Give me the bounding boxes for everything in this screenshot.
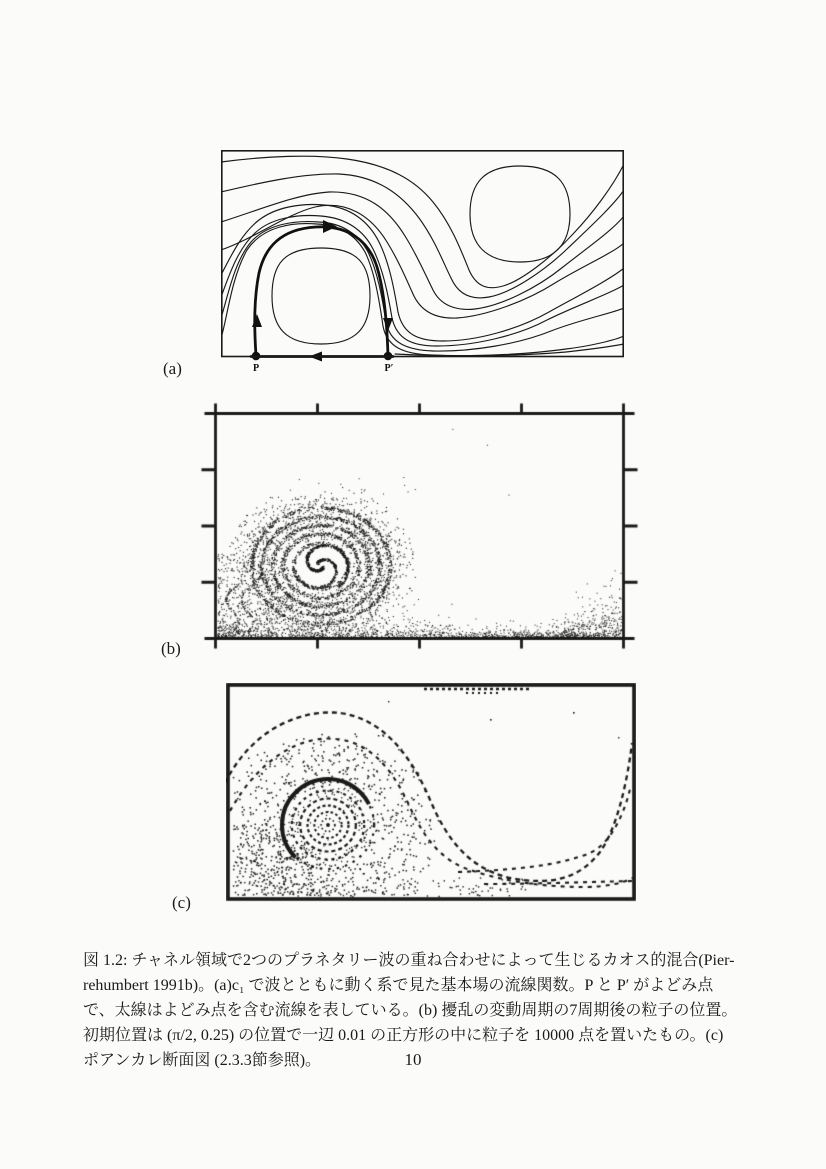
caption-line: 図 1.2: チャネル領域で2つのプラネタリー波の重ね合わせによって生じるカオス的混合(Pier- (83, 952, 735, 969)
arrow-right-icon (323, 220, 337, 233)
panel-b-scatter-canvas (197, 395, 642, 656)
caption-line: で、太線はよどみ点を含む流線を表している。(b) 擾乱の変動周期の7周期後の粒子の位置。 (83, 1002, 738, 1019)
right-cell-contour (470, 166, 570, 262)
streamlines (221, 156, 624, 356)
panel-b-label: (b) (161, 639, 181, 658)
point-label-P: P (252, 363, 260, 374)
panel-a-streamfunction (221, 150, 624, 375)
streamline-plot (221, 150, 624, 375)
caption-line: ポアンカレ断面図 (2.3.3節参照)。 (83, 1052, 322, 1069)
flow-arrows (252, 220, 393, 362)
arrow-down-icon (383, 318, 393, 331)
page-number: 10 (404, 1050, 422, 1069)
caption-line: rehumbert 1991b)。(a)c₁ で波とともに動く系で見た基本場の流線関数。P と P′ がよどみ点 (83, 977, 714, 994)
panel-a-frame (222, 151, 623, 357)
panel-c-poincare-canvas (226, 683, 636, 902)
panel-a-label: (a) (163, 359, 182, 378)
caption-line: 初期位置は (π/2, 0.25) の位置で一辺 0.01 の正方形の中に粒子を 10000 点を置いたもの。(c) (83, 1027, 724, 1044)
panel-c-label: (c) (172, 893, 191, 912)
left-cell-contour (272, 248, 370, 344)
point-label-P-prime: P′ (384, 363, 394, 374)
